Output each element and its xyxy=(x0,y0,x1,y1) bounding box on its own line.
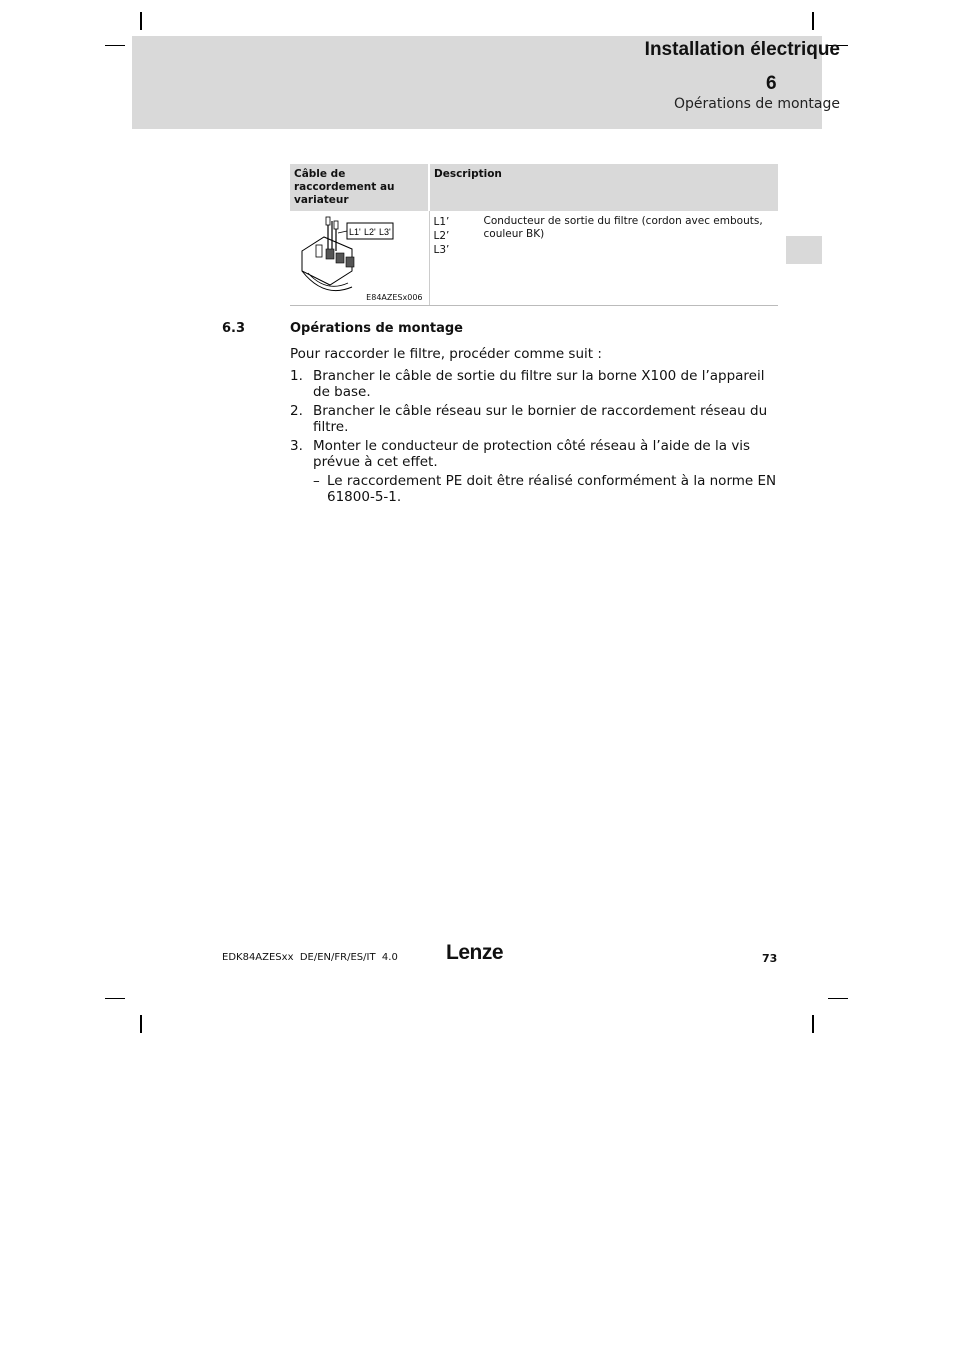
crop-mark xyxy=(828,998,848,999)
step-number: 1. xyxy=(290,368,303,384)
figure-label: L3' xyxy=(379,227,391,237)
list-item xyxy=(290,368,778,400)
dash-bullet: – xyxy=(313,473,320,489)
sub-item-text: Le raccordement PE doit être réalisé conformément à la norme EN 61800-5-1. xyxy=(327,473,777,505)
figure-cell xyxy=(290,211,429,306)
section-number: 6.3 xyxy=(222,321,246,336)
crop-mark xyxy=(140,12,142,30)
section-title: Opérations de montage xyxy=(290,321,463,336)
figure-label: L2' xyxy=(364,227,376,237)
side-tab xyxy=(786,236,822,264)
crop-mark xyxy=(140,1015,142,1033)
crop-mark xyxy=(812,12,814,30)
list-item xyxy=(290,438,778,470)
terminal-code: L2’ xyxy=(433,230,450,242)
sub-item xyxy=(313,473,778,505)
table-header-cable: Câble de raccordement au variateur xyxy=(290,164,429,211)
step-text: Monter le conducteur de protection côté réseau à l’aide de la vis prévue à cet effet. xyxy=(313,438,751,470)
chapter-number: 6 xyxy=(766,73,777,94)
figure-caption: E84AZESx006 xyxy=(366,293,423,302)
step-number: 2. xyxy=(290,403,303,419)
lenze-logo: Lenze xyxy=(446,941,504,964)
terminal-description: Conducteur de sortie du filtre (cordon avec embouts, couleur BK) xyxy=(483,215,763,240)
terminal-code: L1’ xyxy=(433,216,450,228)
page-number: 73 xyxy=(762,952,778,965)
steps-list xyxy=(290,368,778,470)
crop-mark xyxy=(105,998,125,999)
connection-table xyxy=(290,164,778,306)
description-cell xyxy=(429,211,778,306)
intro-text: Pour raccorder le filtre, procéder comme suit : xyxy=(290,346,602,362)
step-text: Brancher le câble réseau sur le bornier de raccordement réseau du filtre. xyxy=(313,403,768,435)
chapter-subtitle: Opérations de montage xyxy=(673,96,840,112)
table-row xyxy=(290,211,778,306)
crop-mark xyxy=(105,45,125,46)
table-header-description: Description xyxy=(429,164,778,211)
crop-mark xyxy=(812,1015,814,1033)
filter-terminal-figure xyxy=(294,215,422,297)
figure-label: L1' xyxy=(349,227,361,237)
terminal-code: L3’ xyxy=(433,244,450,256)
step-text: Brancher le câble de sortie du filtre sur la borne X100 de l’appareil de base. xyxy=(313,368,765,400)
chapter-title: Installation électrique xyxy=(644,39,840,60)
step-number: 3. xyxy=(290,438,303,454)
section-body xyxy=(290,346,778,505)
list-item xyxy=(290,403,778,435)
document-reference: EDK84AZESxx DE/EN/FR/ES/IT 4.0 xyxy=(222,952,398,963)
